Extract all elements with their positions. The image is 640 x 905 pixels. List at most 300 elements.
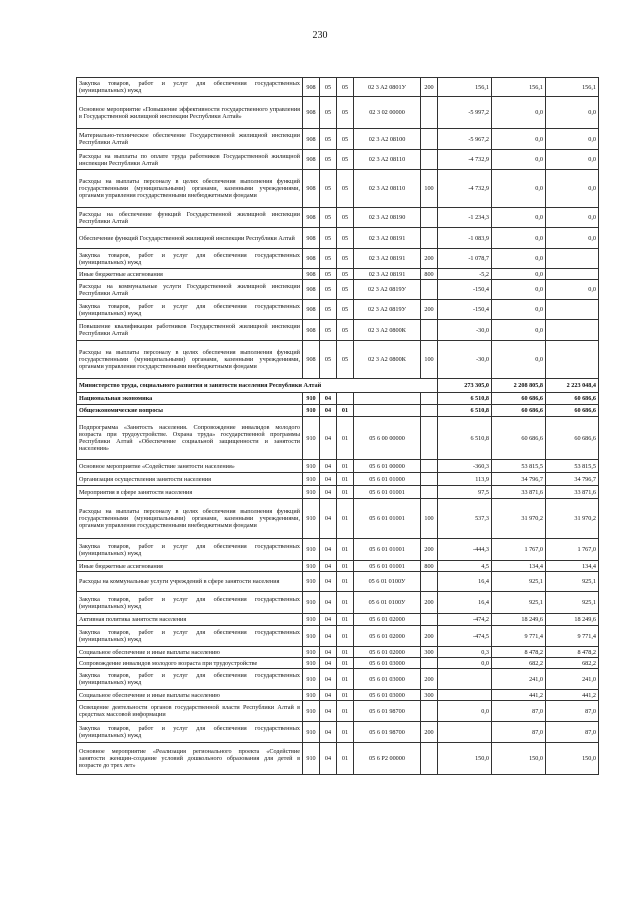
row-vr-cell — [421, 701, 438, 722]
row-s1-cell: 6 510,8 — [438, 417, 492, 460]
row-cs-cell: 05 6 01 01001 — [354, 499, 421, 539]
row-s3-cell — [546, 269, 599, 280]
table-row — [77, 690, 599, 701]
row-cs-cell: 05 6 01 01001 — [354, 539, 421, 561]
row-s3-cell: 18 249,6 — [546, 614, 599, 626]
row-vr-cell — [421, 614, 438, 626]
row-rz-cell: 05 — [320, 320, 337, 341]
row-s2-cell: 31 970,2 — [492, 499, 546, 539]
row-s2-cell: 0,0 — [492, 280, 546, 300]
row-vr-cell — [421, 280, 438, 300]
row-s1-cell: 6 510,8 — [438, 393, 492, 405]
table-row — [77, 701, 599, 722]
row-rz-cell: 05 — [320, 170, 337, 208]
row-rz-cell: 05 — [320, 269, 337, 280]
row-gr-cell: 908 — [303, 320, 320, 341]
row-pr-cell: 01 — [337, 614, 354, 626]
row-s3-cell: 0,0 — [546, 228, 599, 249]
table-row — [77, 614, 599, 626]
row-rz-cell: 05 — [320, 150, 337, 170]
row-name-cell: Сопровождение инвалидов молодого возраста при трудоустройстве — [77, 658, 303, 669]
row-cs-cell: 05 6 01 01000 — [354, 473, 421, 486]
row-rz-cell: 04 — [320, 417, 337, 460]
row-gr-cell: 908 — [303, 341, 320, 379]
row-s3-cell: 9 771,4 — [546, 626, 599, 647]
row-s1-cell: -150,4 — [438, 300, 492, 320]
row-rz-cell: 04 — [320, 572, 337, 592]
row-cs-cell: 05 6 01 03000 — [354, 658, 421, 669]
row-pr-cell: 05 — [337, 97, 354, 129]
row-gr-cell: 910 — [303, 460, 320, 473]
row-pr-cell: 05 — [337, 249, 354, 269]
row-cs-cell: 02 3 A2 0800К — [354, 320, 421, 341]
table-row — [77, 658, 599, 669]
row-gr-cell: 910 — [303, 592, 320, 614]
table-row — [77, 393, 599, 405]
row-s1-cell: -4 732,9 — [438, 150, 492, 170]
row-rz-cell: 04 — [320, 561, 337, 572]
row-s1-cell: -5,2 — [438, 269, 492, 280]
row-s2-cell: 156,1 — [492, 78, 546, 97]
row-s1-cell: -5 967,2 — [438, 129, 492, 150]
row-gr-cell: 908 — [303, 97, 320, 129]
row-rz-cell: 04 — [320, 690, 337, 701]
row-gr-cell: 908 — [303, 150, 320, 170]
row-vr-cell: 200 — [421, 78, 438, 97]
row-gr-cell: 910 — [303, 572, 320, 592]
row-rz-cell: 05 — [320, 97, 337, 129]
row-name-cell: Социальное обеспечение и иные выплаты населению — [77, 647, 303, 658]
row-s2-cell: 0,0 — [492, 300, 546, 320]
row-vr-cell — [421, 150, 438, 170]
row-gr-cell: 908 — [303, 78, 320, 97]
row-s3-cell — [546, 300, 599, 320]
row-s2-cell: 134,4 — [492, 561, 546, 572]
row-pr-cell: 01 — [337, 417, 354, 460]
row-rz-cell: 05 — [320, 228, 337, 249]
row-name-cell: Организация осуществления занятости населения — [77, 473, 303, 486]
row-gr-cell: 910 — [303, 539, 320, 561]
row-s3-cell: 60 686,6 — [546, 405, 599, 417]
row-s3-cell: 8 478,2 — [546, 647, 599, 658]
row-gr-cell: 910 — [303, 486, 320, 499]
row-name-cell: Иные бюджетные ассигнования — [77, 269, 303, 280]
row-vr-cell: 100 — [421, 499, 438, 539]
row-gr-cell: 910 — [303, 647, 320, 658]
row-cs-cell: 02 3 A2 08191 — [354, 249, 421, 269]
row-rz-cell: 04 — [320, 647, 337, 658]
row-pr-cell: 05 — [337, 150, 354, 170]
row-s3-cell: 925,1 — [546, 592, 599, 614]
row-s2-cell: 0,0 — [492, 320, 546, 341]
row-name-cell: Расходы на выплаты по оплате труда работников Государственной жилищной инспекции Республики Алтай — [77, 150, 303, 170]
page-number: 230 — [312, 30, 328, 41]
row-vr-cell: 200 — [421, 592, 438, 614]
row-gr-cell: 908 — [303, 129, 320, 150]
row-rz-cell: 04 — [320, 614, 337, 626]
row-cs-cell — [354, 393, 421, 405]
row-rz-cell: 04 — [320, 460, 337, 473]
row-gr-cell: 908 — [303, 228, 320, 249]
row-rz-cell: 04 — [320, 626, 337, 647]
row-s1-cell: 16,4 — [438, 592, 492, 614]
row-vr-cell: 200 — [421, 626, 438, 647]
row-cs-cell: 02 3 A2 08191 — [354, 269, 421, 280]
row-s2-cell: 87,0 — [492, 701, 546, 722]
row-cs-cell: 05 6 01 0100У — [354, 592, 421, 614]
row-pr-cell: 01 — [337, 561, 354, 572]
row-cs-cell: 05 6 01 98700 — [354, 701, 421, 722]
row-name-cell: Основное мероприятие «Реализация регионального проекта «Содействие занятости женщин-создание условий дошкольного образования для детей в возрасте до трех лет» — [77, 743, 303, 775]
row-name-cell: Расходы на выплаты персоналу в целях обеспечения выполнения функций государственными (муниципальными) органами, казенными учреждениями, органами управления государственными внебюджетными фондами — [77, 341, 303, 379]
row-pr-cell — [337, 393, 354, 405]
table-row — [77, 561, 599, 572]
row-gr-cell: 910 — [303, 499, 320, 539]
row-s1-cell: 156,1 — [438, 78, 492, 97]
row-cs-cell: 05 6 01 98700 — [354, 722, 421, 743]
row-cs-cell: 05 6 01 03000 — [354, 669, 421, 690]
row-s1-cell: 16,4 — [438, 572, 492, 592]
row-s3-cell: 0,0 — [546, 170, 599, 208]
row-gr-cell: 910 — [303, 561, 320, 572]
row-vr-cell — [421, 572, 438, 592]
row-gr-cell: 908 — [303, 269, 320, 280]
table-row — [77, 320, 599, 341]
row-cs-cell — [354, 405, 421, 417]
row-s3-cell: 53 815,5 — [546, 460, 599, 473]
budget-table — [76, 77, 599, 775]
row-s1-cell: -474,2 — [438, 614, 492, 626]
row-name-cell: Подпрограмма «Занятость населения. Сопровождение инвалидов молодого возраста при трудоустройстве. Охрана труда» государственной программы Республики Алтай «Обеспечение социальной защищенности и занятости населения» — [77, 417, 303, 460]
table-row — [77, 379, 599, 393]
row-vr-cell: 200 — [421, 539, 438, 561]
table-row — [77, 150, 599, 170]
table-row — [77, 473, 599, 486]
row-cs-cell: 02 3 A2 0801У — [354, 78, 421, 97]
row-s1-cell: 4,5 — [438, 561, 492, 572]
row-s3-cell: 241,0 — [546, 669, 599, 690]
row-s3-cell: 682,2 — [546, 658, 599, 669]
row-name-cell: Закупка товаров, работ и услуг для обеспечения государственных (муниципальных) нужд — [77, 592, 303, 614]
row-pr-cell: 05 — [337, 341, 354, 379]
table-row — [77, 170, 599, 208]
row-s1-cell: -150,4 — [438, 280, 492, 300]
row-s2-cell: 0,0 — [492, 228, 546, 249]
row-gr-cell: 910 — [303, 626, 320, 647]
row-pr-cell: 05 — [337, 228, 354, 249]
row-pr-cell: 01 — [337, 572, 354, 592]
table-row — [77, 460, 599, 473]
row-s1-cell: 0,0 — [438, 701, 492, 722]
row-pr-cell: 01 — [337, 626, 354, 647]
row-vr-cell — [421, 743, 438, 775]
row-s3-cell: 87,0 — [546, 722, 599, 743]
row-name-cell: Мероприятия в сфере занятости населения — [77, 486, 303, 499]
row-cs-cell: 05 6 01 01001 — [354, 561, 421, 572]
row-s2-cell: 0,0 — [492, 208, 546, 228]
table-body — [77, 78, 599, 775]
row-pr-cell: 01 — [337, 460, 354, 473]
row-s2-cell: 8 478,2 — [492, 647, 546, 658]
row-pr-cell: 01 — [337, 647, 354, 658]
row-rz-cell: 04 — [320, 539, 337, 561]
row-pr-cell: 01 — [337, 473, 354, 486]
row-name-cell: Общеэкономические вопросы — [77, 405, 303, 417]
row-vr-cell — [421, 208, 438, 228]
row-gr-cell: 908 — [303, 208, 320, 228]
row-s1-cell: 6 510,8 — [438, 405, 492, 417]
row-cs-cell: 02 3 A2 08190 — [354, 208, 421, 228]
row-cs-cell: 05 6 01 00000 — [354, 460, 421, 473]
row-cs-cell: 02 3 02 00000 — [354, 97, 421, 129]
row-pr-cell: 01 — [337, 499, 354, 539]
row-s2-cell: 60 686,6 — [492, 405, 546, 417]
row-s1-cell: -30,0 — [438, 320, 492, 341]
table-row — [77, 97, 599, 129]
row-cs-cell: 02 3 A2 08110 — [354, 150, 421, 170]
row-rz-cell: 05 — [320, 249, 337, 269]
row-s2-cell: 1 767,0 — [492, 539, 546, 561]
row-s3-cell: 134,4 — [546, 561, 599, 572]
row-s3-cell — [546, 249, 599, 269]
row-s1-cell — [438, 722, 492, 743]
row-pr-cell: 01 — [337, 722, 354, 743]
row-cs-cell: 02 3 A2 08100 — [354, 129, 421, 150]
row-gr-cell: 910 — [303, 658, 320, 669]
row-pr-cell: 01 — [337, 539, 354, 561]
table-row — [77, 300, 599, 320]
row-s3-cell — [546, 320, 599, 341]
row-s3-cell: 33 871,6 — [546, 486, 599, 499]
row-gr-cell: 910 — [303, 417, 320, 460]
row-pr-cell: 05 — [337, 129, 354, 150]
row-s3-cell: 0,0 — [546, 150, 599, 170]
row-gr-cell: 908 — [303, 170, 320, 208]
row-s3-cell: 2 223 048,4 — [546, 379, 599, 393]
row-vr-cell — [421, 417, 438, 460]
row-s2-cell: 0,0 — [492, 170, 546, 208]
row-rz-cell: 04 — [320, 393, 337, 405]
table-row — [77, 572, 599, 592]
row-vr-cell — [421, 320, 438, 341]
row-s3-cell: 925,1 — [546, 572, 599, 592]
row-vr-cell: 200 — [421, 722, 438, 743]
row-vr-cell — [421, 97, 438, 129]
row-cs-cell: 05 6 01 01001 — [354, 486, 421, 499]
table-row — [77, 486, 599, 499]
table-row — [77, 592, 599, 614]
row-rz-cell: 04 — [320, 743, 337, 775]
row-pr-cell: 01 — [337, 658, 354, 669]
row-s3-cell: 87,0 — [546, 701, 599, 722]
row-vr-cell: 800 — [421, 561, 438, 572]
row-rz-cell: 04 — [320, 722, 337, 743]
row-s1-cell — [438, 669, 492, 690]
row-vr-cell: 100 — [421, 341, 438, 379]
row-s2-cell: 0,0 — [492, 269, 546, 280]
row-vr-cell — [421, 129, 438, 150]
row-s1-cell: -1 234,3 — [438, 208, 492, 228]
row-s2-cell: 9 771,4 — [492, 626, 546, 647]
row-name-cell: Иные бюджетные ассигнования — [77, 561, 303, 572]
row-vr-cell — [421, 486, 438, 499]
row-name-cell: Основное мероприятие «Содействие занятости населения» — [77, 460, 303, 473]
row-pr-cell: 01 — [337, 701, 354, 722]
row-s1-cell: -474,5 — [438, 626, 492, 647]
table-row — [77, 743, 599, 775]
row-cs-cell: 05 6 01 02000 — [354, 626, 421, 647]
row-s3-cell — [546, 341, 599, 379]
row-name-cell: Закупка товаров, работ и услуг для обеспечения государственных (муниципальных) нужд — [77, 78, 303, 97]
row-name-cell: Социальное обеспечение и иные выплаты населению — [77, 690, 303, 701]
table-row — [77, 129, 599, 150]
row-s2-cell: 0,0 — [492, 249, 546, 269]
row-name-cell: Основное мероприятие «Повышение эффективности государственного управления в Государственной жилищной инспекции Республики Алтай» — [77, 97, 303, 129]
row-gr-cell: 908 — [303, 280, 320, 300]
row-cs-cell: 05 6 01 0100У — [354, 572, 421, 592]
table-row — [77, 539, 599, 561]
table-row — [77, 341, 599, 379]
row-cs-cell: 05 6 P2 00000 — [354, 743, 421, 775]
row-vr-cell: 800 — [421, 269, 438, 280]
row-s1-cell: -360,3 — [438, 460, 492, 473]
row-rz-cell: 04 — [320, 658, 337, 669]
row-gr-cell: 910 — [303, 701, 320, 722]
row-pr-cell: 05 — [337, 269, 354, 280]
row-rz-cell: 05 — [320, 341, 337, 379]
row-s2-cell: 0,0 — [492, 129, 546, 150]
row-pr-cell: 05 — [337, 300, 354, 320]
row-rz-cell: 05 — [320, 78, 337, 97]
row-s1-cell — [438, 690, 492, 701]
row-s3-cell: 0,0 — [546, 280, 599, 300]
row-cs-cell: 02 3 A2 08110 — [354, 170, 421, 208]
row-s2-cell: 87,0 — [492, 722, 546, 743]
row-name-cell: Закупка товаров, работ и услуг для обеспечения государственных (муниципальных) нужд — [77, 249, 303, 269]
row-rz-cell: 04 — [320, 592, 337, 614]
row-s1-cell: -444,3 — [438, 539, 492, 561]
row-vr-cell: 200 — [421, 300, 438, 320]
row-vr-cell — [421, 228, 438, 249]
row-rz-cell: 04 — [320, 473, 337, 486]
row-s1-cell: -1 083,9 — [438, 228, 492, 249]
row-vr-cell: 100 — [421, 170, 438, 208]
row-name-cell: Закупка товаров, работ и услуг для обеспечения государственных (муниципальных) нужд — [77, 626, 303, 647]
row-rz-cell: 04 — [320, 499, 337, 539]
row-name-cell: Повышение квалификации работников Государственной жилищной инспекции Республики Алтай — [77, 320, 303, 341]
row-rz-cell: 04 — [320, 486, 337, 499]
row-gr-cell: 910 — [303, 393, 320, 405]
row-s2-cell: 34 796,7 — [492, 473, 546, 486]
row-gr-cell: 910 — [303, 722, 320, 743]
row-s3-cell: 441,2 — [546, 690, 599, 701]
table-row — [77, 228, 599, 249]
row-name-cell: Закупка товаров, работ и услуг для обеспечения государственных (муниципальных) нужд — [77, 300, 303, 320]
row-gr-cell: 910 — [303, 473, 320, 486]
row-s1-cell: 273 305,0 — [438, 379, 492, 393]
table-row — [77, 269, 599, 280]
row-rz-cell: 05 — [320, 129, 337, 150]
row-s2-cell: 241,0 — [492, 669, 546, 690]
row-rz-cell: 05 — [320, 208, 337, 228]
table-row — [77, 78, 599, 97]
row-rz-cell: 04 — [320, 405, 337, 417]
row-s1-cell: -4 732,9 — [438, 170, 492, 208]
row-s2-cell: 0,0 — [492, 150, 546, 170]
table-row — [77, 499, 599, 539]
row-vr-cell: 200 — [421, 669, 438, 690]
row-s1-cell: 97,5 — [438, 486, 492, 499]
row-cs-cell: 05 6 00 00000 — [354, 417, 421, 460]
row-s2-cell: 0,0 — [492, 341, 546, 379]
row-cs-cell: 02 3 A2 0819У — [354, 300, 421, 320]
table-row — [77, 405, 599, 417]
row-s3-cell: 31 970,2 — [546, 499, 599, 539]
row-cs-cell: 02 3 A2 08191 — [354, 228, 421, 249]
row-rz-cell: 04 — [320, 669, 337, 690]
row-cs-cell: 05 6 01 02000 — [354, 614, 421, 626]
row-gr-cell: 910 — [303, 405, 320, 417]
row-name-cell: Материально-техническое обеспечение Государственной жилищной инспекции Республики Алтай — [77, 129, 303, 150]
row-s1-cell: -5 997,2 — [438, 97, 492, 129]
row-s2-cell: 441,2 — [492, 690, 546, 701]
row-cs-cell: 05 6 01 03000 — [354, 690, 421, 701]
row-gr-cell: 908 — [303, 249, 320, 269]
row-name-cell: Расходы на выплаты персоналу в целях обеспечения выполнения функций государственными (муниципальными) органами, казенными учреждениями, органами управления государственными внебюджетными фондами — [77, 170, 303, 208]
row-s3-cell: 60 686,6 — [546, 393, 599, 405]
row-s2-cell: 53 815,5 — [492, 460, 546, 473]
row-s1-cell: -1 078,7 — [438, 249, 492, 269]
row-s2-cell: 60 686,6 — [492, 393, 546, 405]
row-s3-cell: 0,0 — [546, 208, 599, 228]
row-name-cell: Обеспечение функций Государственной жилищной инспекции Республики Алтай — [77, 228, 303, 249]
row-cs-cell: 02 3 A2 0800К — [354, 341, 421, 379]
row-s2-cell: 682,2 — [492, 658, 546, 669]
table-row — [77, 417, 599, 460]
row-s3-cell: 1 767,0 — [546, 539, 599, 561]
row-s2-cell: 33 871,6 — [492, 486, 546, 499]
row-s2-cell: 18 249,6 — [492, 614, 546, 626]
row-gr-cell: 910 — [303, 669, 320, 690]
row-name-cell: Министерство труда, социального развития и занятости населения Республики Алтай — [77, 379, 438, 393]
row-cs-cell: 05 6 01 02000 — [354, 647, 421, 658]
row-pr-cell: 05 — [337, 208, 354, 228]
table-row — [77, 208, 599, 228]
row-gr-cell: 910 — [303, 690, 320, 701]
row-vr-cell — [421, 393, 438, 405]
row-s1-cell: 0,3 — [438, 647, 492, 658]
table-row — [77, 249, 599, 269]
row-vr-cell — [421, 473, 438, 486]
row-s3-cell: 34 796,7 — [546, 473, 599, 486]
row-gr-cell: 908 — [303, 300, 320, 320]
row-vr-cell — [421, 405, 438, 417]
row-pr-cell: 05 — [337, 320, 354, 341]
row-rz-cell: 04 — [320, 701, 337, 722]
row-name-cell: Закупка товаров, работ и услуг для обеспечения государственных (муниципальных) нужд — [77, 722, 303, 743]
table-row — [77, 647, 599, 658]
row-name-cell: Закупка товаров, работ и услуг для обеспечения государственных (муниципальных) нужд — [77, 669, 303, 690]
row-s3-cell: 0,0 — [546, 129, 599, 150]
row-pr-cell: 05 — [337, 78, 354, 97]
row-s2-cell: 925,1 — [492, 592, 546, 614]
row-name-cell: Расходы на обеспечение функций Государственной жилищной инспекции Республики Алтай — [77, 208, 303, 228]
row-pr-cell: 01 — [337, 592, 354, 614]
row-s2-cell: 0,0 — [492, 97, 546, 129]
row-s2-cell: 925,1 — [492, 572, 546, 592]
row-rz-cell: 05 — [320, 280, 337, 300]
row-pr-cell: 01 — [337, 690, 354, 701]
